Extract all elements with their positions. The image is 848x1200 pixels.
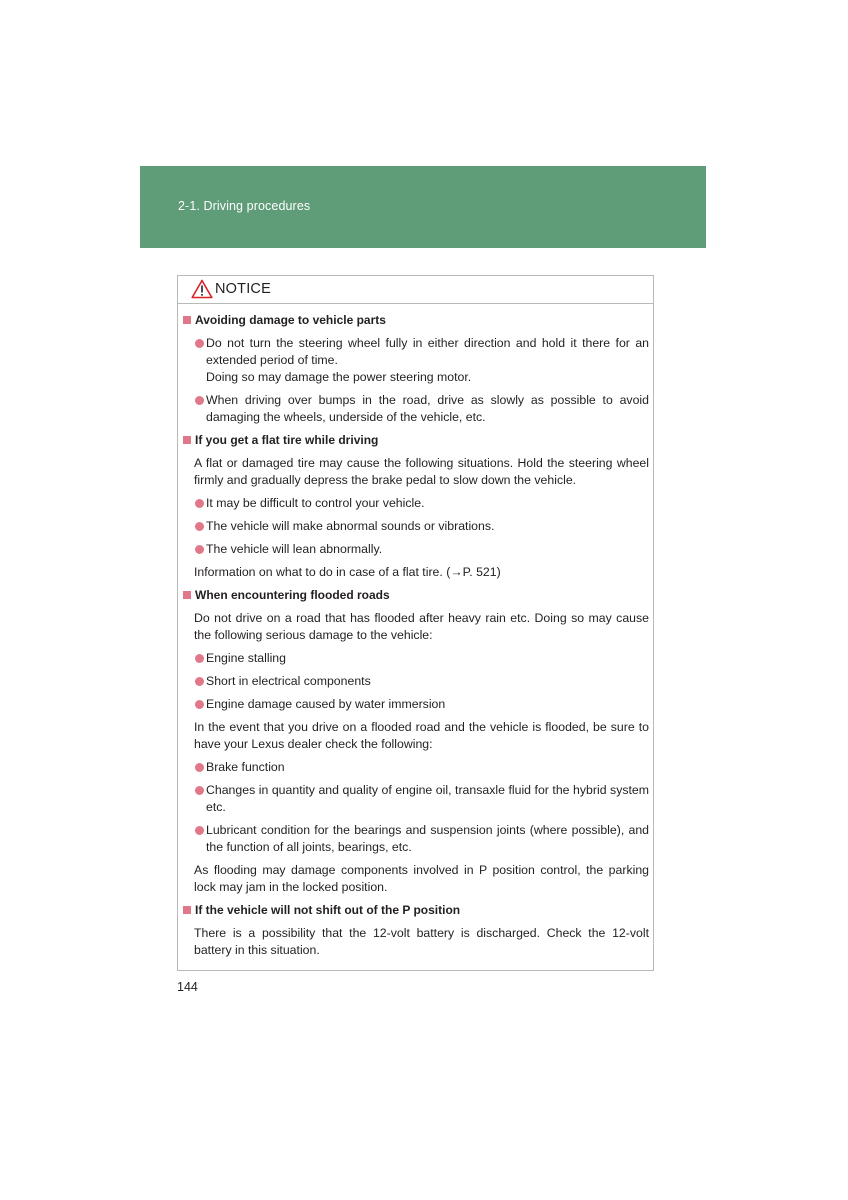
square-bullet-icon	[183, 906, 191, 914]
square-bullet-icon	[183, 436, 191, 444]
list-item: Brake function	[194, 759, 649, 776]
list-item: The vehicle will make abnormal sounds or vibrations.	[194, 518, 649, 535]
square-bullet-icon	[183, 316, 191, 324]
round-bullet-icon	[195, 654, 204, 663]
warning-triangle-icon	[191, 279, 213, 299]
section-heading: If the vehicle will not shift out of the P position	[182, 902, 649, 919]
paragraph: Do not drive on a road that has flooded after heavy rain etc. Doing so may cause the following serious damage to the vehicle:	[194, 611, 649, 642]
list-item: The vehicle will lean abnormally.	[194, 541, 649, 558]
round-bullet-icon	[195, 700, 204, 709]
round-bullet-icon	[195, 339, 204, 348]
list-item: Short in electrical components	[194, 673, 649, 690]
notice-box	[177, 275, 654, 971]
paragraph: As flooding may damage components involved in P position control, the parking lock may jam in the locked position.	[194, 863, 649, 894]
list-item: Engine stalling	[194, 650, 649, 667]
notice-content	[182, 312, 649, 965]
square-bullet-icon	[183, 591, 191, 599]
section-heading: Avoiding damage to vehicle parts	[182, 312, 649, 329]
list-item: It may be difficult to control your vehicle.	[194, 495, 649, 512]
list-item: Do not turn the steering wheel fully in either direction and hold it there for an extended period of time. Doing so may damage the power steering motor.	[194, 335, 649, 386]
notice-header	[178, 276, 653, 304]
round-bullet-icon	[195, 677, 204, 686]
round-bullet-icon	[195, 826, 204, 835]
round-bullet-icon	[195, 763, 204, 772]
round-bullet-icon	[195, 396, 204, 405]
section-header-band	[140, 166, 706, 248]
section-heading: If you get a flat tire while driving	[182, 432, 649, 449]
page-number: 144	[177, 980, 198, 994]
section-heading: When encountering flooded roads	[182, 587, 649, 604]
round-bullet-icon	[195, 522, 204, 531]
round-bullet-icon	[195, 786, 204, 795]
paragraph: A flat or damaged tire may cause the following situations. Hold the steering wheel firmly and gradually depress the brake pedal to slow down the vehicle.	[194, 456, 649, 487]
paragraph: Information on what to do in case of a flat tire. (→P. 521)	[194, 565, 501, 579]
round-bullet-icon	[195, 545, 204, 554]
list-item: Lubricant condition for the bearings and suspension joints (where possible), and the function of all joints, bearings, etc.	[194, 822, 649, 856]
list-item: Changes in quantity and quality of engine oil, transaxle fluid for the hybrid system etc.	[194, 782, 649, 816]
notice-title: NOTICE	[215, 281, 271, 297]
section-title: 2-1. Driving procedures	[178, 199, 311, 213]
paragraph: In the event that you drive on a flooded road and the vehicle is flooded, be sure to have your Lexus dealer check the following:	[194, 720, 649, 751]
list-item: Engine damage caused by water immersion	[194, 696, 649, 713]
list-item: When driving over bumps in the road, drive as slowly as possible to avoid damaging the wheels, underside of the vehicle, etc.	[194, 392, 649, 426]
paragraph: There is a possibility that the 12-volt battery is discharged. Check the 12-volt battery in this situation.	[194, 926, 649, 957]
round-bullet-icon	[195, 499, 204, 508]
